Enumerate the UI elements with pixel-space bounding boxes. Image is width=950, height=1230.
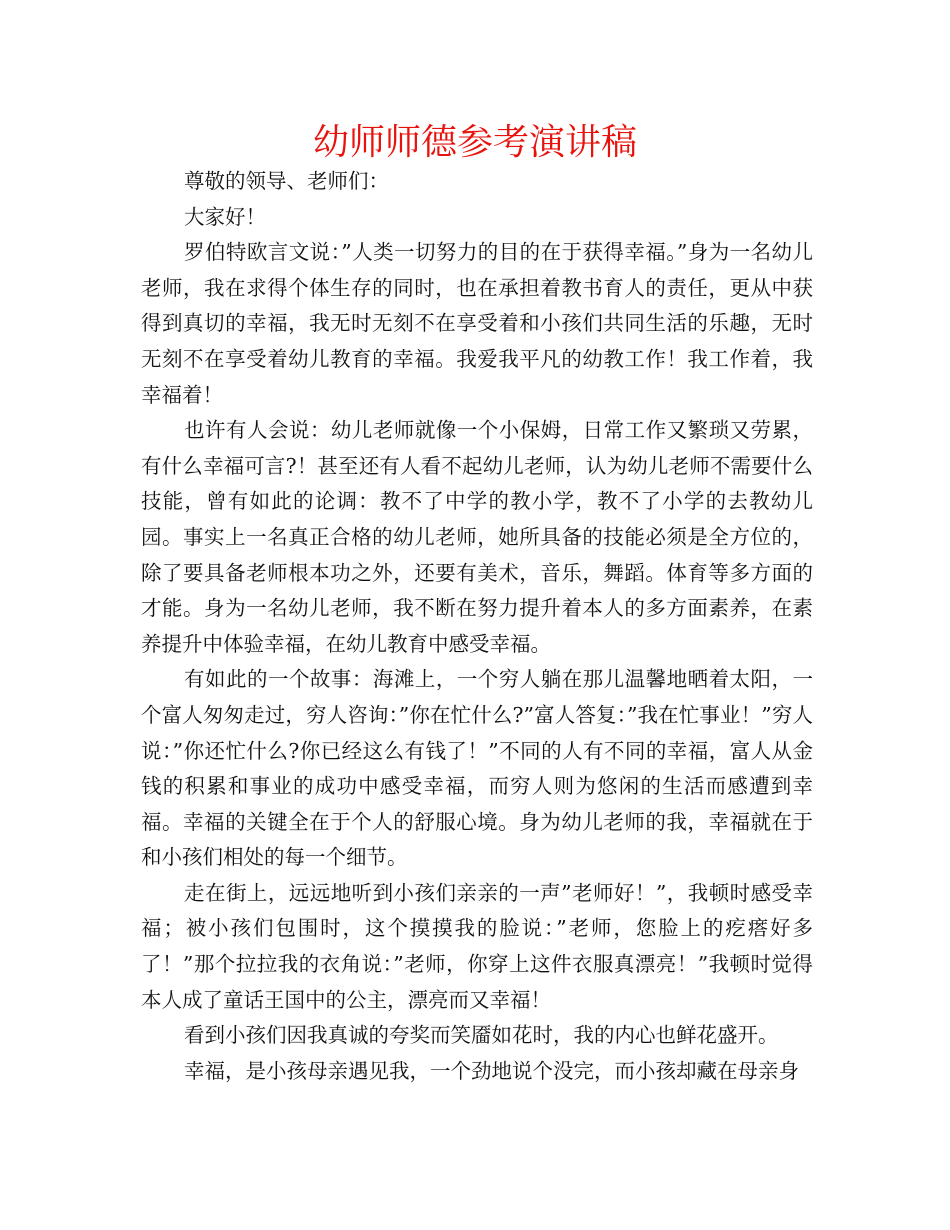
paragraph: 罗伯特欧言文说：”人类一切努力的目的在于获得幸福。”身为一名幼儿老师，我在求得个体生存的同时，也在承担着教书育人的责任，更从中获得到真切的幸福，我无时无刻不在享受着和小孩们共同生活的乐趣，无时无刻不在享受着幼儿教育的幸福。我爱我平凡的幼教工作！我工作着，我幸福着！ — [141, 240, 813, 407]
document-body — [141, 164, 813, 1089]
paragraph: 有如此的一个故事：海滩上，一个穷人躺在那儿温馨地晒着太阳，一个富人匆匆走过，穷人咨询：”你在忙什么?”富人答复：”我在忙事业！”穷人说：”你还忙什么?你已经这么有钱了！”不同的人有不同的幸福，富人从金钱的积累和事业的成功中感受幸福，而穷人则为悠闲的生活而感遭到幸福。幸福的关键全在于个人的舒服心境。身为幼儿老师的我，幸福就在于和小孩们相处的每一个细节。 — [141, 667, 813, 870]
greeting: 大家好！ — [184, 204, 267, 229]
salutation: 尊敬的领导、老师们： — [184, 169, 390, 193]
document-title: 幼师师德参考演讲稿 — [312, 122, 637, 163]
paragraph: 走在街上，远远地听到小孩们亲亲的一声”老师好！”，我顿时感受幸福；被小孩们包围时，这个摸摸我的脸说：”老师，您脸上的疙瘩好多了！”那个拉拉我的衣角说：”老师，你穿上这件衣服真漂亮！”我顿时觉得本人成了童话王国中的公主，漂亮而又幸福！ — [141, 880, 813, 1012]
paragraph: 看到小孩们因我真诚的夸奖而笑靥如花时，我的内心也鲜花盛开。 — [184, 1023, 779, 1048]
paragraph: 幸福，是小孩母亲遇见我，一个劲地说个没完，而小孩却藏在母亲身 — [184, 1058, 800, 1083]
paragraph: 也许有人会说：幼儿老师就像一个小保姆，日常工作又繁琐又劳累，有什么幸福可言?！甚至还有人看不起幼儿老师，认为幼儿老师不需要什么技能，曾有如此的论调：教不了中学的教小学，教不了小学的去教幼儿园。事实上一名真正合格的幼儿老师，她所具备的技能必须是全方位的，除了要具备老师根本功之外，还要有美术，音乐，舞蹈。体育等多方面的才能。身为一名幼儿老师，我不断在努力提升着本人的多方面素养，在素养提升中体验幸福，在幼儿教育中感受幸福。 — [141, 418, 813, 656]
